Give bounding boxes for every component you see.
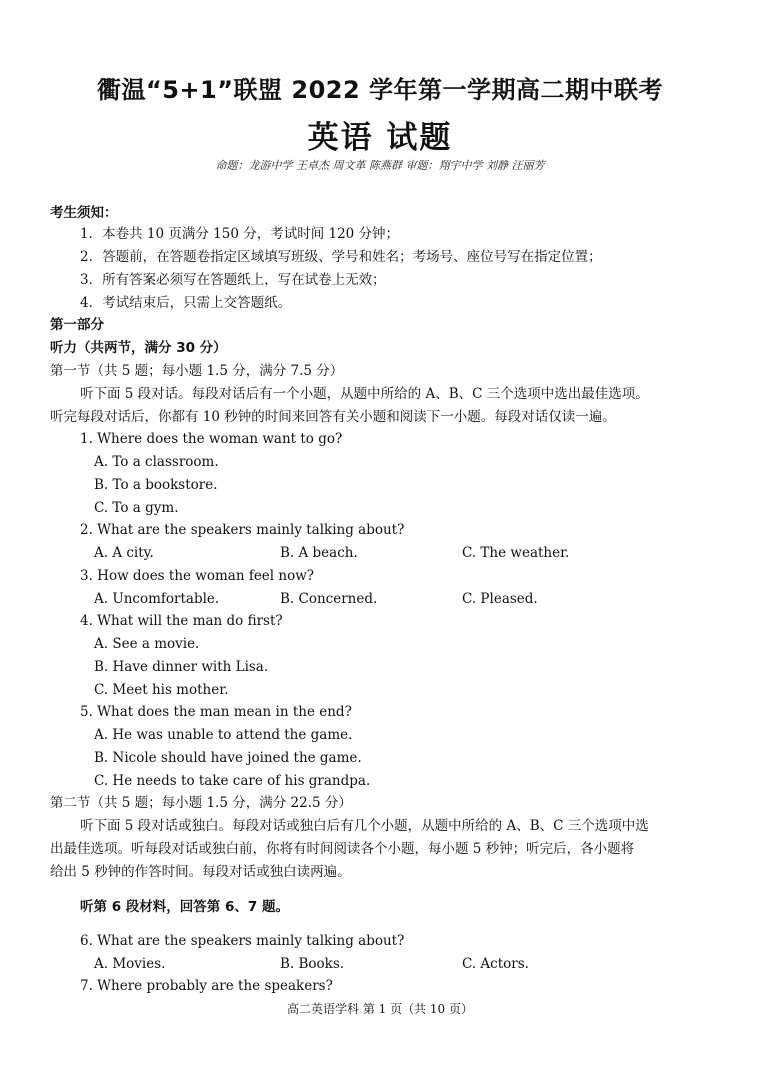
part-heading: 第一部分 [50,317,104,333]
question-option: C. Actors. [462,956,529,972]
question-stem: 5. What does the man mean in the end? [80,704,352,720]
question-option: A. To a classroom. [94,454,219,470]
section1-instruction: 听完每段对话后，你都有 10 秒钟的时间来回答有关小题和阅读下一小题。每段对话仅读一遍。 [50,409,616,425]
question-option: B. To a bookstore. [94,477,218,493]
section2-instruction: 出最佳选项。听每段对话或独白前，你将有时间阅读各个小题，每小题 5 秒钟；听完后，各小题将 [50,841,635,857]
question-option: A. Uncomfortable. [94,591,220,607]
section2-heading: 第二节（共 5 题；每小题 1.5 分，满分 22.5 分） [50,795,352,811]
section2-instruction: 听下面 5 段对话或独白。每段对话或独白后有几个小题，从题中所给的 A、B、C 三个选项中选 [80,818,649,834]
notice-item: 2．答题前，在答题卷指定区域填写班级、学号和姓名；考场号、座位号写在指定位置； [80,249,602,265]
question-option: B. Books. [280,956,345,972]
author-credits: 命题：龙游中学 王卓杰 周文革 陈燕群 审题：翔宇中学 刘静 汪丽芳 [215,159,545,172]
notice-item: 1．本卷共 10 页满分 150 分，考试时间 120 分钟； [80,226,400,242]
question-option: A. See a movie. [94,636,200,652]
question-option: A. A city. [94,545,154,561]
question-stem: 4. What will the man do first? [80,613,283,629]
subject-title: 英语 试题 [307,120,453,156]
question-stem: 1. Where does the woman want to go? [80,431,343,447]
question-stem: 7. Where probably are the speakers? [80,978,333,994]
question-stem: 6. What are the speakers mainly talking about? [80,933,405,949]
question-option: A. He was unable to attend the game. [94,727,353,743]
material-heading: 听第 6 段材料，回答第 6、7 题。 [80,899,289,915]
question-stem: 2. What are the speakers mainly talking about? [80,522,405,538]
notice-item: 3．所有答案必须写在答题纸上，写在试卷上无效； [80,272,386,288]
section2-instruction: 给出 5 秒钟的作答时间。每段对话或独白读两遍。 [50,864,351,880]
notice-item: 4．考试结束后，只需上交答题纸。 [80,295,292,311]
question-option: C. The weather. [462,545,570,561]
section1-heading: 第一节（共 5 题；每小题 1.5 分，满分 7.5 分） [50,363,344,379]
question-option: B. Nicole should have joined the game. [94,750,362,766]
question-option: B. Have dinner with Lisa. [94,659,269,675]
section1-instruction: 听下面 5 段对话。每段对话后有一个小题，从题中所给的 A、B、C 三个选项中选出最佳选项。 [80,386,649,402]
exam-title: 衢温“5+1”联盟 2022 学年第一学期高二期中联考 [96,76,664,104]
question-option: B. Concerned. [280,591,378,607]
question-option: C. To a gym. [94,500,179,516]
listening-heading: 听力（共两节，满分 30 分） [50,340,227,356]
notice-heading: 考生须知： [50,205,118,221]
page-footer: 高二英语学科 第 1 页（共 10 页） [287,1002,473,1016]
question-option: B. A beach. [280,545,358,561]
question-option: C. He needs to take care of his grandpa. [94,773,371,789]
question-option: C. Meet his mother. [94,682,229,698]
question-stem: 3. How does the woman feel now? [80,568,315,584]
question-option: C. Pleased. [462,591,538,607]
question-option: A. Movies. [94,956,166,972]
